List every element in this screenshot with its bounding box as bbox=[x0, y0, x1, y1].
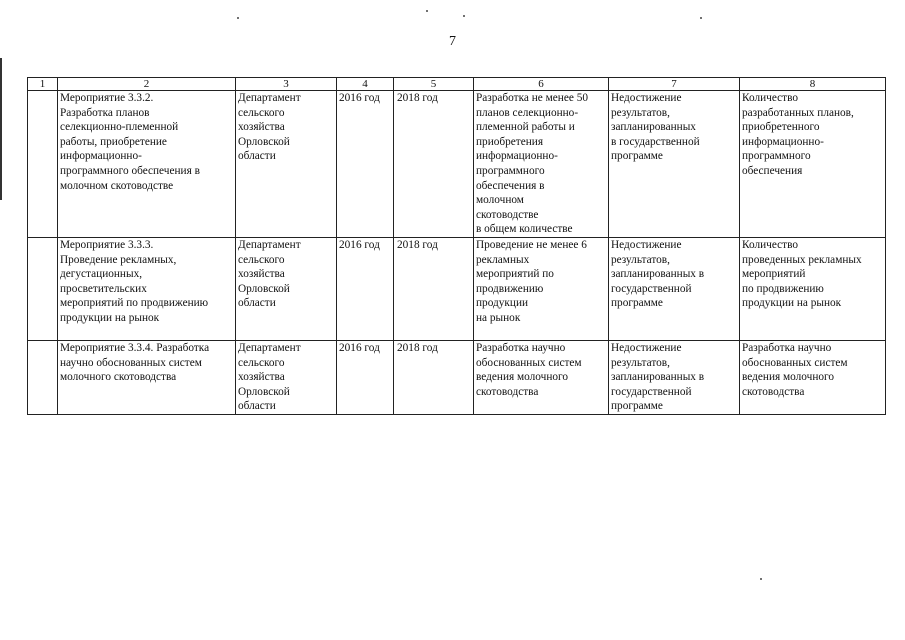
column-header: 6 bbox=[474, 78, 609, 91]
table-row bbox=[28, 341, 886, 415]
measure-cell: Мероприятие 3.3.2. Разработка планов селекционно-племенной работы, приобретение информационно- программного обеспечения в молочном скотоводстве bbox=[58, 91, 236, 238]
start-year-cell: 2016 год bbox=[337, 238, 394, 341]
end-year-cell: 2018 год bbox=[394, 238, 474, 341]
executor-cell: Департамент сельского хозяйства Орловской области bbox=[236, 91, 337, 238]
page-number: 7 bbox=[449, 34, 456, 49]
start-year-cell: 2016 год bbox=[337, 341, 394, 415]
expected-result-cell: Разработка не менее 50 планов селекционно- племенной работы и приобретения информационно- программного обеспечения в молочном скотоводстве в общем количестве bbox=[474, 91, 609, 238]
scan-edge-line bbox=[0, 58, 2, 200]
scan-speck bbox=[700, 17, 702, 19]
scan-speck bbox=[237, 17, 239, 19]
column-header: 5 bbox=[394, 78, 474, 91]
indicator-cell: Количество разработанных планов, приобретенного информационно- программного обеспечения bbox=[740, 91, 886, 238]
column-header: 3 bbox=[236, 78, 337, 91]
scan-speck bbox=[760, 578, 762, 580]
start-year-cell: 2016 год bbox=[337, 91, 394, 238]
row-number-cell bbox=[28, 238, 58, 341]
measures-table bbox=[27, 77, 886, 415]
end-year-cell: 2018 год bbox=[394, 91, 474, 238]
row-number-cell bbox=[28, 341, 58, 415]
end-year-cell: 2018 год bbox=[394, 341, 474, 415]
consequence-cell: Недостижение результатов, запланированных в государственной программе bbox=[609, 341, 740, 415]
column-header: 7 bbox=[609, 78, 740, 91]
executor-cell: Департамент сельского хозяйства Орловской области bbox=[236, 341, 337, 415]
column-header: 4 bbox=[337, 78, 394, 91]
table-row bbox=[28, 238, 886, 341]
measure-cell: Мероприятие 3.3.4. Разработка научно обоснованных систем молочного скотоводства bbox=[58, 341, 236, 415]
scan-speck bbox=[426, 10, 428, 12]
column-header: 2 bbox=[58, 78, 236, 91]
indicator-cell: Количество проведенных рекламных мероприятий по продвижению продукции на рынок bbox=[740, 238, 886, 341]
column-header: 1 bbox=[28, 78, 58, 91]
consequence-cell: Недостижение результатов, запланированных в государственной программе bbox=[609, 91, 740, 238]
expected-result-cell: Проведение не менее 6 рекламных мероприятий по продвижению продукции на рынок bbox=[474, 238, 609, 341]
consequence-cell: Недостижение результатов, запланированных в государственной программе bbox=[609, 238, 740, 341]
row-number-cell bbox=[28, 91, 58, 238]
header-row bbox=[28, 78, 886, 91]
executor-cell: Департамент сельского хозяйства Орловской области bbox=[236, 238, 337, 341]
column-header: 8 bbox=[740, 78, 886, 91]
indicator-cell: Разработка научно обоснованных систем ведения молочного скотоводства bbox=[740, 341, 886, 415]
expected-result-cell: Разработка научно обоснованных систем ведения молочного скотоводства bbox=[474, 341, 609, 415]
measure-cell: Мероприятие 3.3.3. Проведение рекламных, дегустационных, просветительских мероприятий по продвижению продукции на рынок bbox=[58, 238, 236, 341]
table-row bbox=[28, 91, 886, 238]
scan-speck bbox=[463, 15, 465, 17]
